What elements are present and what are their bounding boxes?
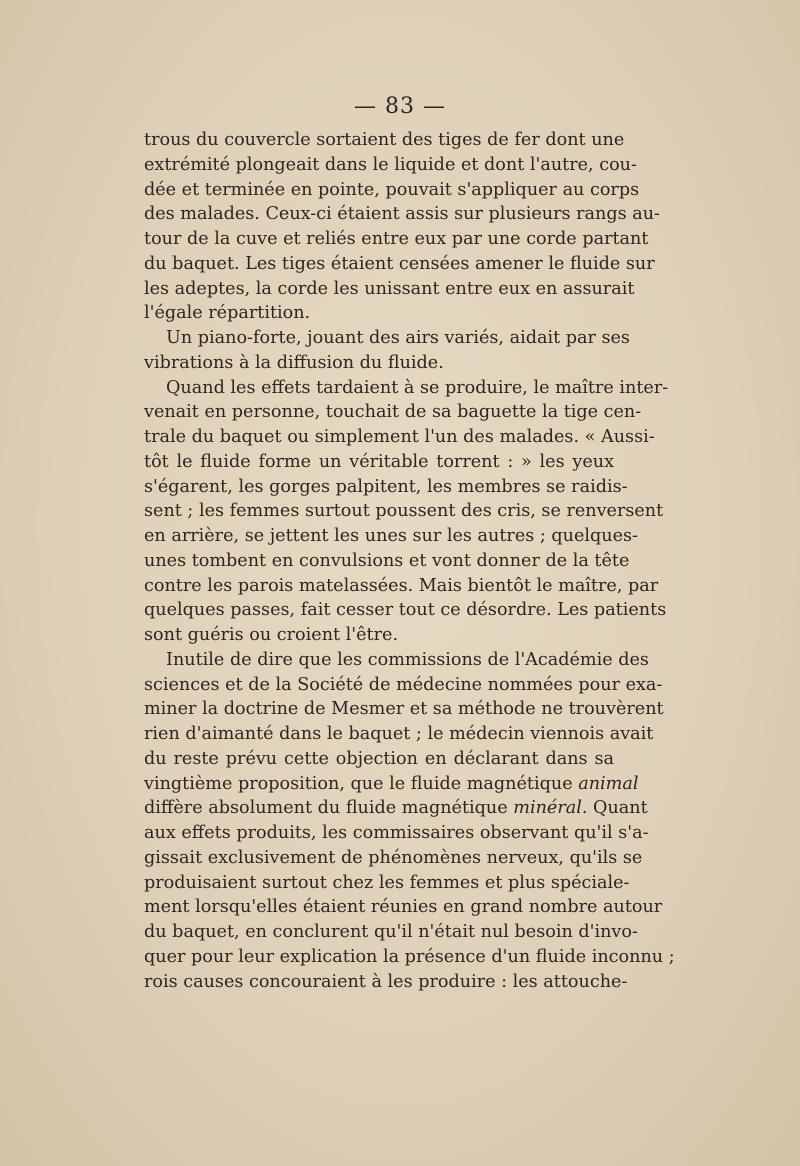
text-line: sont guéris ou croient l'être. — [144, 625, 399, 645]
text-line: trous du couvercle sortaient des tiges de fer dont une — [144, 130, 625, 150]
text-line: l'égale répartition. — [144, 303, 311, 324]
body-text — [144, 128, 675, 994]
text-line: sent ; les femmes surtout poussent des cris, se renversent — [144, 501, 664, 522]
text-line: des malades. Ceux-ci étaient assis sur plusieurs rangs au- — [144, 204, 661, 225]
text-line — [144, 772, 639, 797]
text-line: quelques passes, fait cesser tout ce désordre. Les patients — [144, 600, 667, 621]
text-line: aux effets produits, les commissaires observant qu'il s'a- — [144, 823, 649, 843]
text-line: du reste prévu cette objection en déclarant dans sa — [144, 748, 614, 769]
text-line: contre les parois matelassées. Mais bientôt le maître, par — [144, 575, 659, 596]
text-line: rien d'aimanté dans le baquet ; le médecin viennois avait — [144, 724, 654, 744]
text-segment: . Quant — [581, 798, 648, 819]
text-line: gissait exclusivement de phénomènes nerveux, qu'ils se — [144, 847, 643, 868]
text-line: quer pour leur explication la présence d'un fluide inconnu ; — [144, 946, 675, 967]
text-line: trale du baquet ou simplement l'un des malades. « Aussi- — [144, 427, 655, 447]
text-line: Un piano-forte, jouant des airs variés, aidait par ses — [166, 328, 630, 348]
text-line: rois causes concouraient à les produire : les attouche- — [144, 971, 628, 992]
text-line: du baquet, en conclurent qu'il n'était nul besoin d'invo- — [144, 922, 638, 942]
text-line: Quand les effets tardaient à se produire, le maître inter- — [166, 377, 669, 398]
text-line: les adeptes, la corde les unissant entre eux en assurait — [144, 278, 635, 299]
text-line: Inutile de dire que les commissions de l'Académie des — [166, 649, 649, 670]
text-line: ment lorsqu'elles étaient réunies en grand nombre autour — [144, 897, 663, 918]
text-line — [144, 796, 648, 821]
text-line: venait en personne, touchait de sa baguette la tige cen- — [144, 402, 642, 423]
text-line: unes tombent en convulsions et vont donner de la tête — [144, 550, 630, 571]
text-segment: vingtième proposition, que le fluide magnétique — [144, 773, 579, 794]
italic-term: minéral — [513, 798, 582, 819]
text-line: sciences et de la Société de médecine nommées pour exa- — [144, 674, 663, 695]
text-segment: diffère absolument du fluide magnétique — [144, 798, 514, 819]
text-line: tour de la cuve et reliés entre eux par une corde partant — [144, 229, 649, 249]
text-line: miner la doctrine de Mesmer et sa méthode ne trouvèrent — [144, 699, 664, 720]
text-line: produisaient surtout chez les femmes et plus spéciale- — [144, 872, 630, 893]
text-line: s'égarent, les gorges palpitent, les membres se raidis- — [144, 476, 628, 497]
italic-term: animal — [578, 773, 639, 794]
text-line: dée et terminée en pointe, pouvait s'appliquer au corps — [144, 179, 640, 200]
text-line: tôt le fluide forme un véritable torrent : » les yeux — [144, 451, 614, 472]
text-line: vibrations à la diffusion du fluide. — [144, 352, 444, 373]
text-line: du baquet. Les tiges étaient censées amener le fluide sur — [144, 253, 655, 274]
page-number: — 83 — — [354, 94, 446, 119]
text-line: en arrière, se jettent les unes sur les autres ; quelques- — [144, 526, 638, 546]
text-line: extrémité plongeait dans le liquide et dont l'autre, cou- — [144, 154, 637, 175]
